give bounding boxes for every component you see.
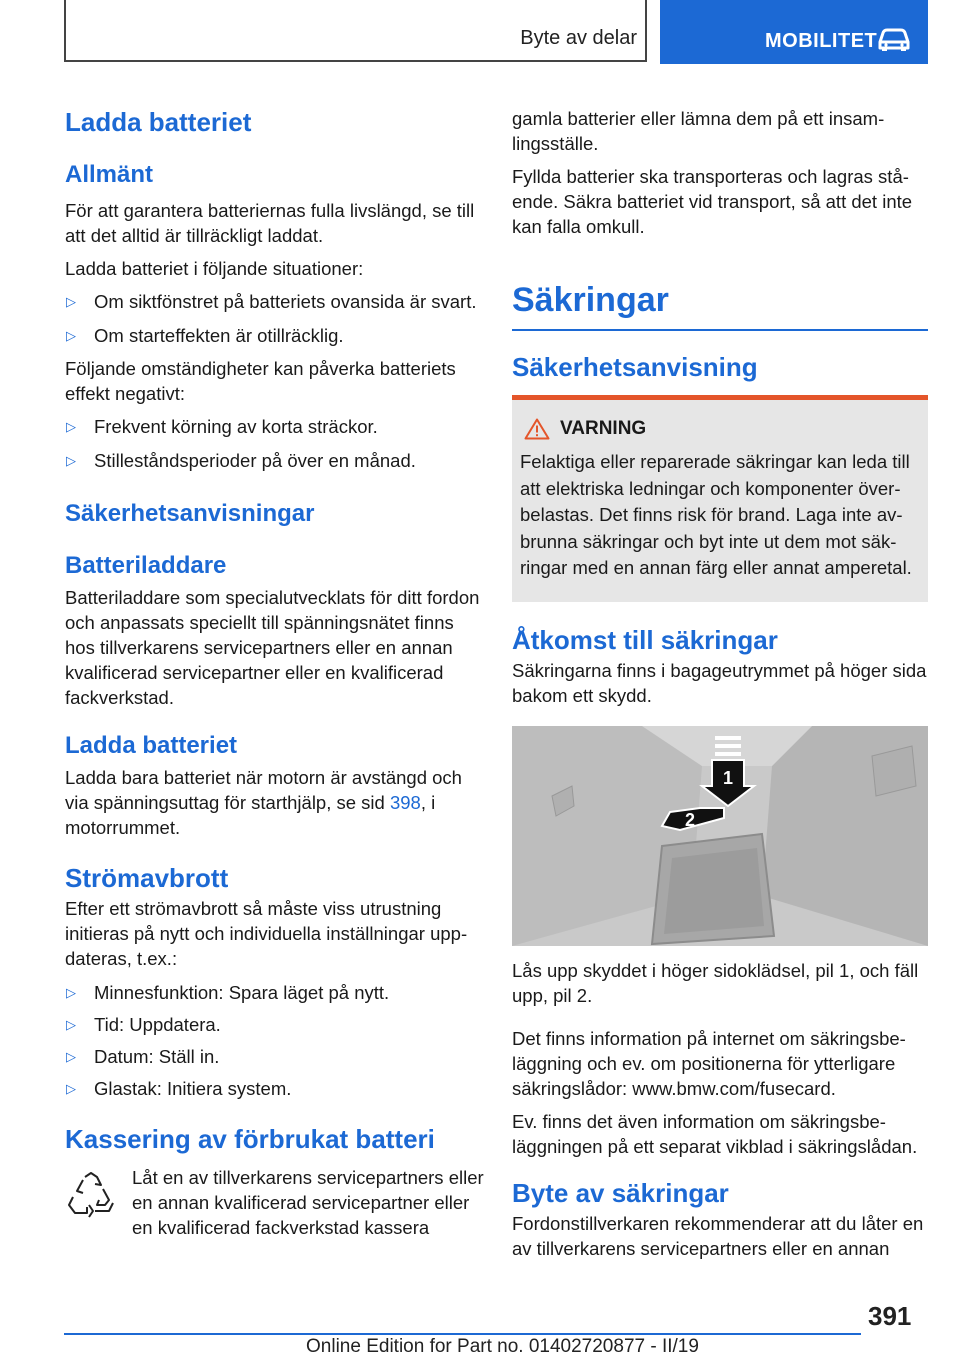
edition-note: Online Edition for Part no. 01402720877 - II/19 [306,1336,699,1357]
chapter-heading: Säkringar [512,281,669,319]
warning-icon [524,418,550,440]
warning-box [512,395,928,602]
fuse-info-web: Det finns information på internet om säkringsbeläggning och ev. om positionerna för ytterligare säkringslådor: www.bmw.com/fusecard. [512,1027,906,1099]
arrow-label-2: 2 [684,809,696,830]
list-item: ▷ Glastak: Initiera system. [66,1078,292,1099]
disposal-text: Låt en av tillverkarens servicepartners eller en annan kvalificerad servicepartner eller en kvalificerad fackverkstad kassera [132,1167,484,1238]
triangle-bullet-icon: ▷ [66,1049,76,1064]
general-text: För att garantera batteriernas fulla livslängd, se till att det alltid är tillräckligt laddat. [65,200,475,246]
heading-disposal: Kassering av förbrukat batteri [65,1124,435,1154]
chapter-rule [512,329,928,331]
page-number: 391 [868,1301,912,1331]
heading-charge-battery: Ladda batteriet [65,732,238,759]
outage-list [65,980,485,1101]
general-intro: Ladda batteriet i följande situationer: [65,258,364,279]
list-item: ▷ Minnesfunktion: Spara läget på nytt. [66,982,390,1003]
page-reference-link[interactable]: 398 [389,792,421,813]
triangle-bullet-icon: ▷ [66,419,76,434]
header-frame [64,0,647,62]
triangle-bullet-icon: ▷ [66,294,76,309]
list-item: ▷ Om siktfönstret på batteriets ovansida är svart. [66,291,477,312]
warning-title: VARNING [560,418,647,439]
fuse-info-leaflet: Ev. finns det även information om säkringsbeläggningen på ett separat vikblad i säkringslådan. [512,1110,918,1157]
heading-fuse-replace: Byte av säkringar [512,1177,729,1208]
list-item: ▷ Om starteffekten är otillräcklig. [66,325,344,346]
trunk-illustration [512,726,928,946]
car-icon [876,26,912,52]
trunk-fuse-photo [512,726,928,946]
section-title: Byte av delar [520,27,637,49]
list-item: ▷ Stilleståndsperioder på över en månad. [66,450,416,471]
list-item: ▷ Frekvent körning av korta sträckor. [66,416,378,437]
page-header [64,0,928,64]
recycle-icon [65,1171,117,1219]
heading-power-outage: Strömavbrott [65,863,229,893]
arrow-label-1: 1 [722,767,734,788]
triangle-bullet-icon: ▷ [66,1081,76,1096]
warning-title-row [520,418,920,440]
outage-text: Efter ett strömavbrott så måste viss utrustning initieras på nytt och individuella inställningar uppdateras, t.ex.: [65,898,468,969]
heading-charger: Batteriladdare [65,552,227,579]
transport-text: Fyllda batterier ska transporteras och lagras stående. Säkra batteriet vid transport, så att det inte kan falla omkull. [512,166,913,237]
list-item: ▷ Tid: Uppdatera. [66,1014,221,1035]
chapter-tab-label: MOBILITET [765,30,878,52]
access-text: Säkringarna finns i bagageutrymmet på höger sida bakom ett skydd. [512,659,927,706]
heading-safety: Säkerhetsanvisningar [65,500,315,527]
disposal-block [65,1165,485,1240]
section-heading-charge: Ladda batteriet [65,107,252,137]
warning-text: Felaktiga eller reparerade säkringar kan leda till att elektriska ledningar och komponenter överbelastas. Det finns risk för brand. Laga inte avbrunna säkringar och byt inte ut dem mot säkringar med en annan färg eller annat amperetal. [520,451,912,578]
situations-list [65,289,485,348]
left-column [65,96,485,1240]
replace-text: Fordonstillverkaren rekommenderar att du låter en av tillverkarens servicepartners eller en annan [512,1212,924,1259]
right-column [512,96,928,1261]
triangle-bullet-icon: ▷ [66,453,76,468]
charger-text: Batteriladdare som specialutvecklats för ditt fordon och anpassats speciellt till spänningsnätet finns hos tillverkarens servicepartners eller en annan kvalificerad servicepartner eller en kvalificerad fackverkstad. [65,587,480,708]
heading-general: Allmänt [65,161,154,188]
factors-list [65,414,485,473]
heading-fuse-access: Åtkomst till säkringar [512,624,778,655]
triangle-bullet-icon: ▷ [66,328,76,343]
charge-text: Ladda bara batteriet när motorn är avstängd och via spänningsuttag för starthjälp, se sid 398, i motorrummet. [65,767,462,838]
photo-caption: Lås upp skyddet i höger sidoklädsel, pil 1, och fäll upp, pil 2. [512,959,919,1006]
disposal-continued: gamla batterier eller lämna dem på ett insamlingsställe. [512,108,885,154]
chapter-tab[interactable] [660,0,928,64]
list-item: ▷ Datum: Ställ in. [66,1046,220,1067]
factors-intro: Följande omständigheter kan påverka batteriets effekt negativt: [65,358,456,404]
heading-safety-note: Säkerhetsanvisning [512,352,758,382]
triangle-bullet-icon: ▷ [66,1017,76,1032]
footer-rule [64,1333,861,1335]
triangle-bullet-icon: ▷ [66,985,76,1000]
